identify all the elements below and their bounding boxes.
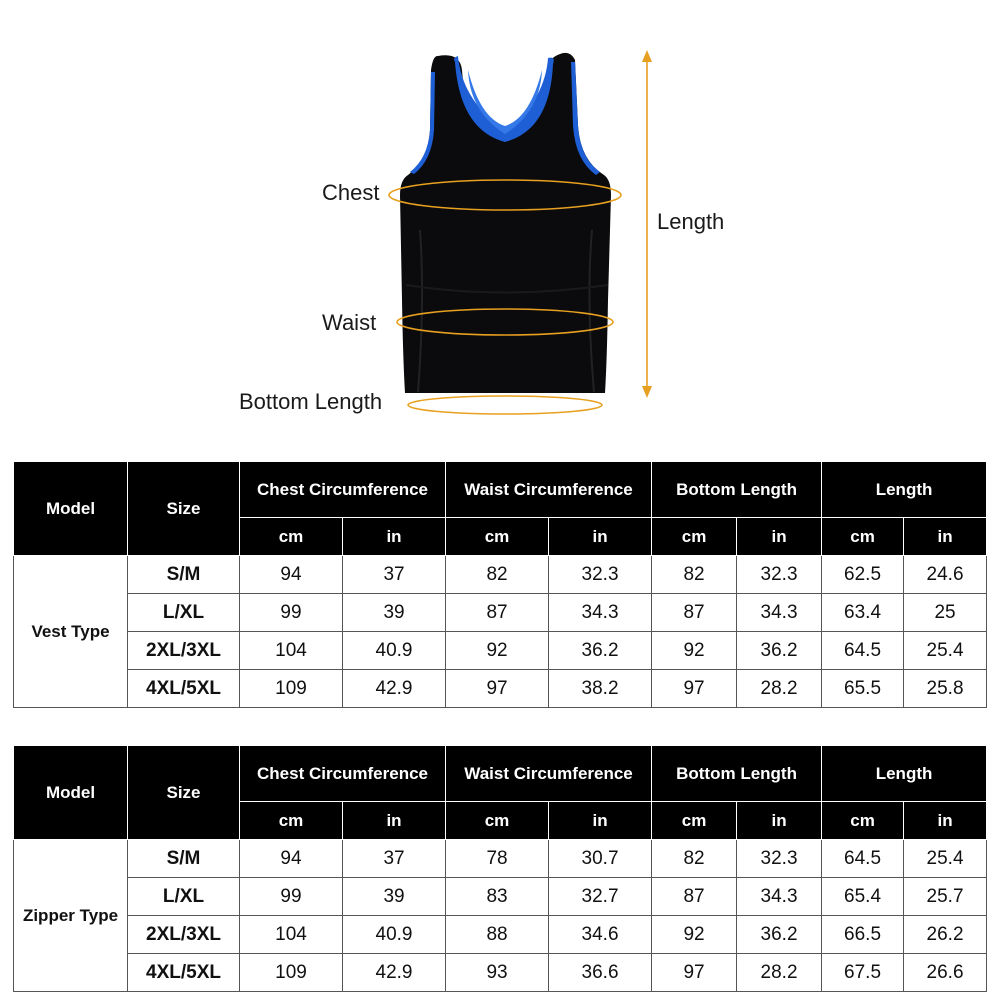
length-in-cell: 25.4 — [904, 840, 987, 878]
length-cm-cell: 64.5 — [822, 840, 904, 878]
bottom-cm-cell: 97 — [652, 670, 737, 708]
length-cm-cell: 62.5 — [822, 556, 904, 594]
table-row — [14, 840, 987, 878]
unit-in-header: in — [904, 802, 987, 840]
unit-in-header: in — [549, 802, 652, 840]
length-cm-cell: 65.5 — [822, 670, 904, 708]
length-in-cell: 25.4 — [904, 632, 987, 670]
unit-in-header: in — [343, 518, 446, 556]
waist-in-cell: 30.7 — [549, 840, 652, 878]
chest-cm-cell: 94 — [240, 556, 343, 594]
waist-label: Waist — [322, 310, 377, 335]
length-in-cell: 26.6 — [904, 954, 987, 992]
length-in-cell: 24.6 — [904, 556, 987, 594]
chest-cm-cell: 104 — [240, 632, 343, 670]
chest-in-cell: 42.9 — [343, 670, 446, 708]
size-header: Size — [128, 746, 240, 840]
chest-in-cell: 37 — [343, 840, 446, 878]
bottom-cm-cell: 97 — [652, 954, 737, 992]
size-cell: S/M — [128, 840, 240, 878]
waist-cm-cell: 87 — [446, 594, 549, 632]
length-header: Length — [822, 746, 987, 802]
waist-header: Waist Circumference — [446, 746, 652, 802]
bottom-cm-cell: 87 — [652, 878, 737, 916]
length-cm-cell: 67.5 — [822, 954, 904, 992]
chest-cm-cell: 99 — [240, 594, 343, 632]
waist-in-cell: 32.3 — [549, 556, 652, 594]
table-row — [14, 556, 987, 594]
unit-cm-header: cm — [240, 518, 343, 556]
length-header: Length — [822, 462, 987, 518]
bottom-in-cell: 32.3 — [737, 840, 822, 878]
unit-cm-header: cm — [240, 802, 343, 840]
bottom-in-cell: 28.2 — [737, 954, 822, 992]
length-cm-cell: 66.5 — [822, 916, 904, 954]
chest-in-cell: 42.9 — [343, 954, 446, 992]
size-cell: 2XL/3XL — [128, 632, 240, 670]
size-cell: L/XL — [128, 878, 240, 916]
table-row — [14, 954, 987, 992]
size-table-vest — [13, 461, 987, 708]
bottom-measure-line — [408, 396, 602, 414]
vest-illustration — [0, 0, 1000, 440]
bottom-length-label: Bottom Length — [239, 389, 383, 414]
waist-cm-cell: 88 — [446, 916, 549, 954]
table-row — [14, 878, 987, 916]
chest-label: Chest — [322, 180, 380, 205]
size-cell: 2XL/3XL — [128, 916, 240, 954]
bottom-header: Bottom Length — [652, 746, 822, 802]
bottom-cm-cell: 82 — [652, 840, 737, 878]
chest-cm-cell: 109 — [240, 954, 343, 992]
table-row — [14, 670, 987, 708]
chest-cm-cell: 99 — [240, 878, 343, 916]
length-cm-cell: 64.5 — [822, 632, 904, 670]
bottom-in-cell: 34.3 — [737, 878, 822, 916]
waist-header: Waist Circumference — [446, 462, 652, 518]
waist-in-cell: 38.2 — [549, 670, 652, 708]
unit-in-header: in — [549, 518, 652, 556]
bottom-cm-cell: 87 — [652, 594, 737, 632]
length-in-cell: 25 — [904, 594, 987, 632]
chest-in-cell: 39 — [343, 594, 446, 632]
waist-in-cell: 34.3 — [549, 594, 652, 632]
bottom-cm-cell: 92 — [652, 916, 737, 954]
unit-in-header: in — [904, 518, 987, 556]
length-cm-cell: 63.4 — [822, 594, 904, 632]
size-table-zipper — [13, 745, 987, 992]
chest-in-cell: 39 — [343, 878, 446, 916]
chest-in-cell: 40.9 — [343, 916, 446, 954]
waist-in-cell: 36.2 — [549, 632, 652, 670]
model-cell: Vest Type — [14, 556, 128, 708]
chest-header: Chest Circumference — [240, 746, 446, 802]
unit-cm-header: cm — [446, 802, 549, 840]
chest-header: Chest Circumference — [240, 462, 446, 518]
length-in-cell: 25.8 — [904, 670, 987, 708]
length-in-cell: 25.7 — [904, 878, 987, 916]
unit-cm-header: cm — [652, 518, 737, 556]
chest-cm-cell: 109 — [240, 670, 343, 708]
unit-cm-header: cm — [822, 518, 904, 556]
chest-cm-cell: 94 — [240, 840, 343, 878]
chest-in-cell: 40.9 — [343, 632, 446, 670]
table-row — [14, 632, 987, 670]
waist-cm-cell: 82 — [446, 556, 549, 594]
measurement-diagram — [0, 0, 1000, 440]
unit-cm-header: cm — [822, 802, 904, 840]
unit-in-header: in — [343, 802, 446, 840]
length-in-cell: 26.2 — [904, 916, 987, 954]
model-cell: Zipper Type — [14, 840, 128, 992]
bottom-header: Bottom Length — [652, 462, 822, 518]
bottom-in-cell: 34.3 — [737, 594, 822, 632]
length-arrow-bottom — [642, 386, 652, 398]
chest-cm-cell: 104 — [240, 916, 343, 954]
size-header: Size — [128, 462, 240, 556]
waist-cm-cell: 83 — [446, 878, 549, 916]
unit-cm-header: cm — [652, 802, 737, 840]
bottom-cm-cell: 92 — [652, 632, 737, 670]
waist-cm-cell: 92 — [446, 632, 549, 670]
unit-cm-header: cm — [446, 518, 549, 556]
length-arrow-top — [642, 50, 652, 62]
bottom-in-cell: 32.3 — [737, 556, 822, 594]
model-header: Model — [14, 746, 128, 840]
bottom-cm-cell: 82 — [652, 556, 737, 594]
bottom-in-cell: 36.2 — [737, 916, 822, 954]
chest-in-cell: 37 — [343, 556, 446, 594]
unit-in-header: in — [737, 802, 822, 840]
size-cell: L/XL — [128, 594, 240, 632]
waist-in-cell: 36.6 — [549, 954, 652, 992]
table-row — [14, 916, 987, 954]
waist-cm-cell: 93 — [446, 954, 549, 992]
bottom-in-cell: 28.2 — [737, 670, 822, 708]
waist-in-cell: 32.7 — [549, 878, 652, 916]
model-header: Model — [14, 462, 128, 556]
size-cell: S/M — [128, 556, 240, 594]
waist-cm-cell: 78 — [446, 840, 549, 878]
size-cell: 4XL/5XL — [128, 670, 240, 708]
size-cell: 4XL/5XL — [128, 954, 240, 992]
length-cm-cell: 65.4 — [822, 878, 904, 916]
waist-in-cell: 34.6 — [549, 916, 652, 954]
bottom-in-cell: 36.2 — [737, 632, 822, 670]
length-label: Length — [657, 209, 725, 234]
table-row — [14, 594, 987, 632]
waist-cm-cell: 97 — [446, 670, 549, 708]
unit-in-header: in — [737, 518, 822, 556]
